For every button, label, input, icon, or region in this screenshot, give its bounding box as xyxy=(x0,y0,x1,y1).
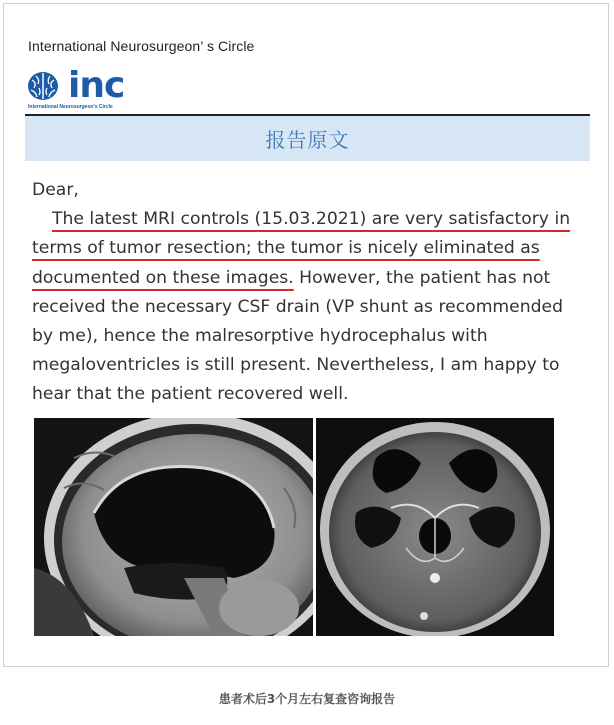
sagittal-mri-image xyxy=(34,418,313,636)
inc-logo xyxy=(26,65,126,112)
letter-body xyxy=(32,205,587,409)
brain-icon xyxy=(26,70,60,102)
banner-title: 报告原文 xyxy=(265,128,350,152)
axial-mri-image xyxy=(316,418,554,636)
image-caption: 患者术后3个月左右复查咨询报告 xyxy=(218,692,396,706)
title-banner xyxy=(25,116,590,161)
highlighted-passage: The latest MRI controls (15.03.2021) are very satisfactory in terms of tumor resection; the tumor is nicely eliminated as documented on these images. xyxy=(32,209,571,288)
logo-subtitle: International Neurosurgeon's Circle xyxy=(28,104,113,110)
letter-text xyxy=(32,176,587,410)
logo-wordmark: inc xyxy=(68,65,125,106)
letter-greeting: Dear, xyxy=(32,180,79,200)
letter-body-rest: However, the patient has not received the necessary CSF drain (VP shunt as recommended by me), hence the malresorptive hydrocephalus with megaloventricles is still present. Nevertheless, I am happy to hear that the patient recovered well. xyxy=(32,267,564,405)
org-name: International Neurosurgeon’ s Circle xyxy=(28,38,255,54)
